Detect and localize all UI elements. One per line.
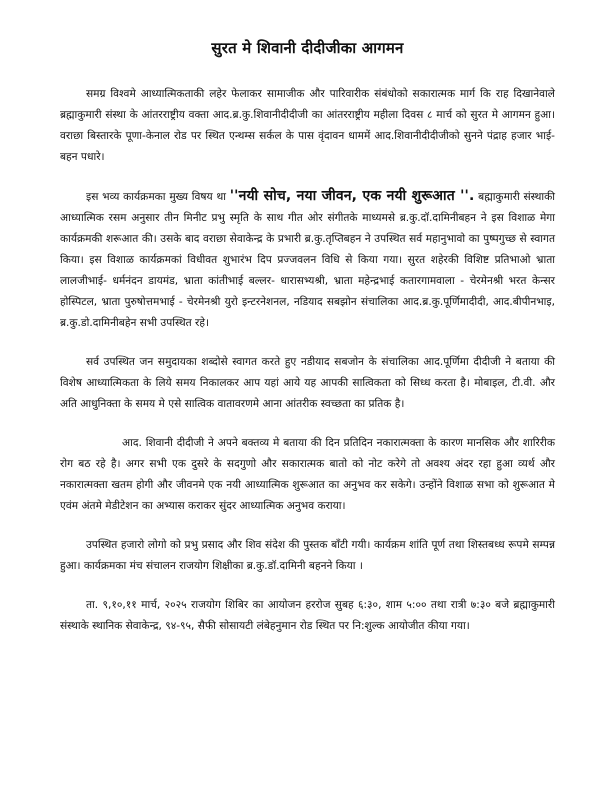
paragraph-program-start bbox=[60, 186, 555, 334]
paragraph-camp-details: ता. ९,१०,११ मार्च, २०२५ राजयोग शिबिर का आयोजन हररोज सुबह ६:३०, शाम ५:०० तथा रात्री ७:३० बजे ब्रह्माकुमारी संस्थाके स्थानिक सेवाकेन्द्र, ९४-९५, सैफी सोसायटी लंबेहनुमान रोड स्थित पर नि:शुल्क आयोजीत कीया गया। bbox=[60, 599, 555, 632]
page-title: सुरत मे शिवानी दीदीजीका आगमन bbox=[211, 39, 404, 57]
paragraph-intro: समग्र विश्वमे आध्यात्मिकताकी लहेर फेलाकर सामाजीक और पारिवारीक संबंधोको सकारात्मक मार्ग कि राह दिखानेवाले ब्रह्माकुमारी संस्था के आंतरराष्ट्रीय वक्ता आद.ब्र.कु.शिवानीदीदीजी का आंतरराष्ट्रीय महीला दिवस ८ मार्च को सुरत मे आगमन हुआ। वराछा बिस्तारके पूणा-केनाल रोड पर स्थित एन्थम्स सर्कल के पास वृंदावन धाममें आद.शिवानीदीदीजीको सुनने पंद्राह हजार भाई-बहन पधारे। bbox=[60, 88, 555, 163]
paragraph-welcome-speech: सर्व उपस्थित जन समुदायका शब्दोसे स्वागत करते हुए नडीयाद सबजोन के संचालिका आद.पूर्णिमा दीदीजी ने बताया की विशेष आध्यात्मिकता के लिये समय निकालकर आप यहां आये यह आपकी सात्विकता को सिध्ध करता है। मोबाइल, टी.वी. और अति आधुनिक्ता के समय मे एसे सात्विक वातावरणमे आना आंतरीक स्वच्छता का प्रतिक है। bbox=[60, 356, 555, 410]
paragraph-conclusion: उपस्थित हजारो लोगो को प्रभु प्रसाद और शिव संदेश की पुस्तक बाँटी गयी। कार्यक्रम शांति पूर्ण तथा शिस्तबध्ध रूपमे सम्पन्न हुआ। कार्यक्रमका मंच संचालन राजयोग शिक्षीका ब्र.कु.डॉ.दामिनी बहनने किया । bbox=[60, 539, 555, 572]
theme-intro: इस भव्य कार्यक्रमका मुख्य विषय था bbox=[86, 191, 226, 203]
theme-text: ''नयी सोच, नया जीवन, एक नयी शुरूआत ''. bbox=[229, 188, 475, 204]
paragraph-shivani-speech: आद. शिवानी दीदीजी ने अपने बक्तव्य मे बताया की दिन प्रतिदिन नकारात्मक्ता के कारण मानसिक और शारिरीक रोग बठ रहे है। अगर सभी एक दुसरे के सदगुणो और सकारात्मक बातो को नोट करेगे तो अवश्य अंदर रहा हुआ व्यर्थ और नकारात्मक्ता खतम होगी और जीवनमे एक नयी आध्यात्मिक शुरूआत का अनुभव कर सकेगे। उन्होंने विशाळ सभा को शुरूआत मे एवंम अंतमे मेडीटेशन का अभ्यास कराकर सुंदर आध्यात्मिक अनुभव कराया। bbox=[60, 437, 555, 512]
program-start-body: बह्माकुमारी संस्थाकी आध्यात्मिक रसम अनुसार तीन मिनीट प्रभु स्मृति के साथ गीत ओर संगीतके माध्यमसे ब्र.कु.दॉ.दामिनीबहन ने इस विशाळ मेगा कार्यक्रमकी शरूआत की। उसके बाद वराछा सेवाकेन्द्र के प्रभारी ब्र.कु.तृप्तिबहन ने उपस्थित सर्व महानुभावो का पुष्पगुच्छ से स्वागत किया। इस विशाळ कार्यक्रमकां विधीवत शुभारंभ दिप प्रज्जवलन विधि से किया गया। सुरत शहेरकी विशिष्ट प्रतिभाओ भ्राता लालजीभाई- धर्मनंदन डायमंड, भ्राता कांतीभाई बल्लर- धारासभ्यश्री, भ्राता महेन्द्रभाई कतारगामवाला - चेरमेनश्री भरत केन्सर होस्पिटल, भ्राता पुरुषोत्तमभाई - चेरमेनश्री युरो इन्टरनेशनल, नडियाद सबझोन संचालिका आद.ब्र.कु.पूर्णिमादीदी, आद.बीपीनभाइ, ब्र.कु.डो.दामिनीबहेन सभी उपस्थित रहे। bbox=[60, 191, 555, 329]
